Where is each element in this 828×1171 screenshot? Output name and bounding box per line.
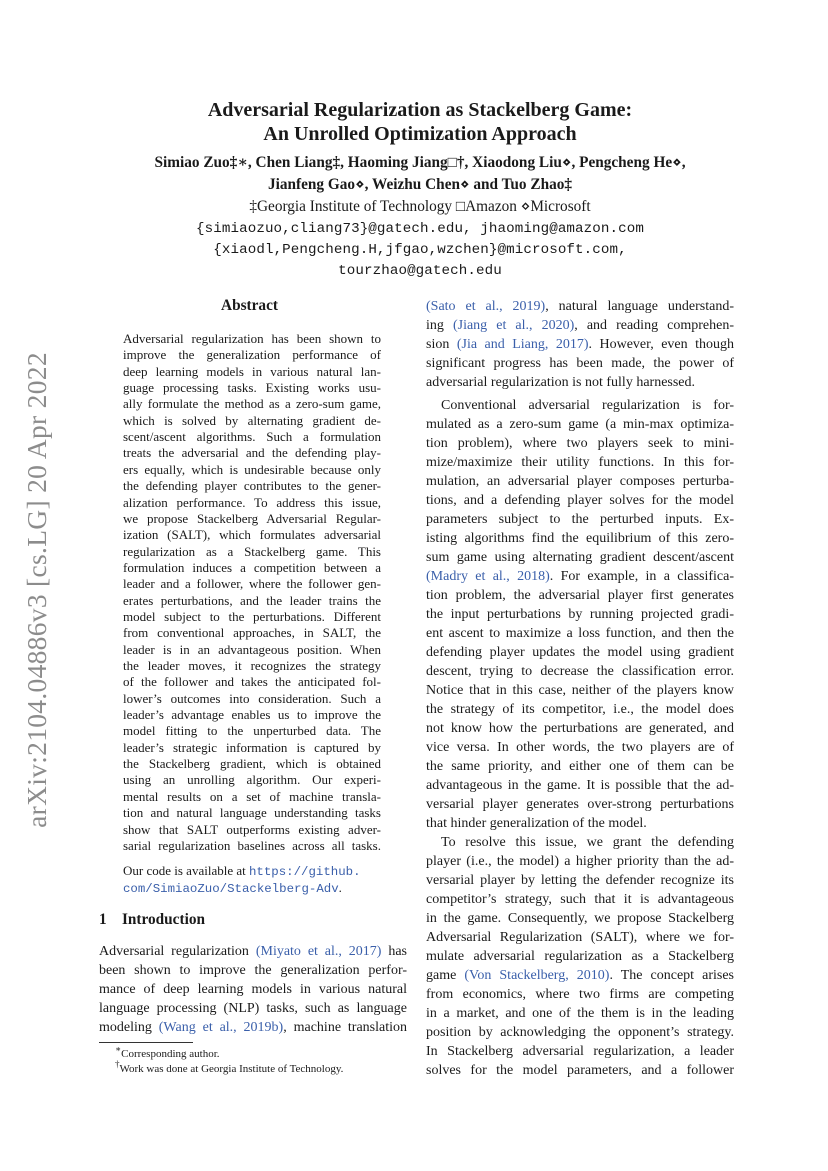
text-line: defending player updates the model using gradient	[426, 645, 734, 660]
body-line: significant progress has been made, the power of	[426, 356, 734, 371]
text-line: not know how the perturbations are generated, and	[426, 721, 734, 736]
body-line: (Madry et al., 2018). For example, in a classifica-	[426, 569, 734, 584]
text-line: leader and a follower, where the follower gen-	[123, 576, 381, 592]
text-line: regularization as a Stackelberg game. This	[123, 543, 381, 559]
footnote-1: ∗Corresponding author.	[115, 1044, 220, 1060]
text-line: model subject to the perturbations. Different	[123, 608, 381, 624]
intro-line: been shown to improve the generalization perfor-	[99, 963, 407, 978]
text-line: ally formulate the method as a zero-sum game,	[123, 396, 381, 412]
intro-line: language processing (NLP) tasks, such as language	[99, 1001, 407, 1016]
citation-link[interactable]: (Sato et al., 2019)	[426, 299, 546, 314]
body-line: game (Von Stackelberg, 2010). The concept arises	[426, 968, 734, 983]
text-line: tions, and a defending player solves for the model	[426, 493, 734, 508]
text-line: formulation induces a competition between a	[123, 559, 381, 575]
emails-line-1: {simiaozuo,cliang73}@gatech.edu, jhaoming@amazon.com	[196, 221, 644, 237]
text-line: model fitting to the unperturbed data. The	[123, 723, 381, 739]
abstract-code-line-2: com/SimiaoZuo/Stackelberg-Adv.	[123, 880, 342, 896]
paper-title-line-2: An Unrolled Optimization Approach	[263, 123, 577, 145]
text-line: scent/ascent algorithms. Such a formulation	[123, 429, 381, 445]
code-link-continued[interactable]: com/SimiaoZuo/Stackelberg-Adv	[123, 882, 339, 896]
text-line: the Stackelberg gradient, which is obtained	[123, 756, 381, 772]
text-line: leader’s strategic information is captured by	[123, 739, 381, 755]
text-line: ization (SALT), which formulates adversarial	[123, 527, 381, 543]
text-line: that hinder generalization of the model.	[426, 816, 647, 831]
text-line: versarial player generates over-strong perturbations	[426, 797, 734, 812]
intro-line: Adversarial regularization (Miyato et al., 2017) has	[99, 944, 408, 959]
text-line: solves for the model parameters, and a follower	[426, 1063, 734, 1078]
text-line: of the follower and takes the anticipated fol-	[123, 674, 381, 690]
text-line: In Stackelberg adversarial regularization, a leader	[426, 1044, 734, 1059]
citation-link[interactable]: (Jiang et al., 2020)	[452, 318, 575, 333]
text-line: sum game using alternating gradient descent/ascent	[426, 550, 734, 565]
text-line: versarial player by letting the defender recognize its	[426, 873, 734, 888]
text-line: player (i.e., the model) a higher priority than the ad-	[426, 854, 734, 869]
text-line: Adversarial regularization has been shown to	[123, 331, 381, 346]
emails-line-3: tourzhao@gatech.edu	[338, 263, 502, 279]
text-line: parameters subject to the perturbed inputs. Ex-	[426, 512, 734, 527]
text-line: lower’s outcomes into consideration. Such a	[123, 690, 381, 706]
text-line: vice versa. In other words, the two players are of	[426, 740, 734, 755]
footnote-rule	[99, 1042, 193, 1043]
paper-title-line-1: Adversarial Regularization as Stackelberg Game:	[207, 99, 633, 121]
text-line: advantageous in the game. It is possible that the ad-	[426, 778, 734, 793]
text-line: treats the adversarial and the defending play-	[123, 445, 381, 461]
text-line: mize/maximize their utility functions. In this for-	[426, 455, 734, 470]
text-line: mulate adversarial regularization as a Stackelberg	[426, 949, 734, 964]
text-line: tion and natural language understanding tasks	[123, 805, 381, 821]
text-line: mulation, an adversarial player composes perturba-	[426, 474, 734, 489]
body-line: adversarial regularization is not fully harnessed.	[426, 375, 696, 390]
text-line: the same priority, and either one of them can be	[426, 759, 734, 774]
text-line: sarial regularization baselines across all tasks.	[123, 837, 381, 853]
text-line: guage processing tasks. Existing works usu-	[123, 380, 381, 396]
text-line: tion problem, the adversarial player first generates	[426, 588, 734, 603]
text-line: we propose Stackelberg Adversarial Regular-	[123, 510, 381, 526]
text-line: alization performance. To address this issue,	[123, 494, 381, 510]
text-line: mulated as a zero-sum game (a min-max optimiza-	[426, 417, 734, 432]
emails-line-2: {xiaodl,Pengcheng.H,jfgao,wzchen}@microsoft.com,	[213, 242, 627, 258]
text-line: the defending player contributes to the gener-	[123, 478, 381, 494]
text-line: from economics, where two firms are competing	[426, 987, 734, 1002]
citation-link[interactable]: (Wang et al., 2019b)	[158, 1020, 284, 1035]
text-line: position by acknowledging the opponent’s strategy.	[426, 1025, 734, 1040]
text-line: leader is in an advantageous position. When	[123, 641, 381, 657]
text-line: in a market, and one of the them is in the leading	[426, 1006, 734, 1021]
text-line: show that SALT outperforms existing adver-	[123, 821, 381, 837]
text-line: using an unrolling algorithm. Our experi-	[123, 772, 381, 788]
text-line: Adversarial Regularization (SALT), where we for-	[426, 930, 734, 945]
abstract-code-line: Our code is available at https://github.	[123, 863, 361, 879]
text-line: descent, trying to decrease the classification error.	[426, 664, 734, 679]
citation-link[interactable]: (Von Stackelberg, 2010)	[464, 968, 610, 983]
text-line: the strategy of its competitor, i.e., the model does	[426, 702, 734, 717]
text-line: improve the generalization performance of	[123, 347, 381, 363]
text-line: mental results on a set of machine transla-	[123, 788, 381, 804]
text-line: Conventional adversarial regularization is for-	[441, 398, 734, 413]
text-line: the leader moves, it recognizes the strategy	[123, 658, 381, 673]
authors-line-1: Simiao Zuo‡∗, Chen Liang‡, Haoming Jiang□†, Xiaodong Liu⋄, Pengcheng He⋄,	[154, 154, 686, 171]
text-line: To resolve this issue, we grant the defending	[441, 835, 734, 850]
body-line: (Sato et al., 2019), natural language understand-	[426, 299, 734, 314]
intro-line: mance of deep learning models in various natural	[99, 982, 407, 997]
text-line: deep learning models in various natural lan-	[123, 363, 381, 379]
section-heading: 1 Introduction	[99, 911, 205, 928]
abstract-heading: Abstract	[221, 297, 278, 314]
text-line: erates perturbations, and the leader trains the	[123, 592, 381, 608]
text-line: ent ascent to maximize a loss function, and then the	[426, 626, 734, 641]
text-line: the input perturbations by running projected gradi-	[426, 607, 734, 622]
text-line: tion problem), where two players seek to mini-	[426, 436, 734, 451]
affiliations: ‡Georgia Institute of Technology □Amazon ⋄Microsoft	[249, 198, 591, 215]
text-line: from conventional approaches, in SALT, the	[123, 625, 381, 641]
citation-link[interactable]: (Madry et al., 2018)	[426, 569, 550, 584]
footnote-2: †Work was done at Georgia Institute of Technology.	[115, 1059, 344, 1075]
arxiv-stamp: arXiv:2104.04886v3 [cs.LG] 20 Apr 2022	[21, 352, 52, 828]
citation-link[interactable]: (Jia and Liang, 2017)	[456, 337, 589, 352]
text-line: ers equally, which is undesirable because only	[123, 461, 381, 477]
text-line: competitor’s strategy, such that it is advantageous	[426, 892, 734, 907]
text-line: isting algorithms find the equilibrium of this zero-	[426, 531, 734, 546]
text-line: Notice that in this case, neither of the players know	[426, 683, 734, 698]
authors-line-2: Jianfeng Gao⋄, Weizhu Chen⋄ and Tuo Zhao‡	[267, 176, 573, 193]
body-line: sion (Jia and Liang, 2017). However, even though	[426, 337, 734, 352]
text-line: in the game. Consequently, we propose Stackelberg	[426, 911, 734, 926]
citation-link[interactable]: (Miyato et al., 2017)	[255, 944, 382, 959]
code-link[interactable]: https://github.	[248, 865, 361, 879]
text-line: leader’s advantage enables us to improve the	[123, 707, 381, 723]
body-line: ing (Jiang et al., 2020), and reading comprehen-	[426, 318, 734, 333]
intro-line: modeling (Wang et al., 2019b), machine translation	[99, 1020, 407, 1035]
text-line: which is solved by alternating gradient de-	[123, 412, 381, 428]
